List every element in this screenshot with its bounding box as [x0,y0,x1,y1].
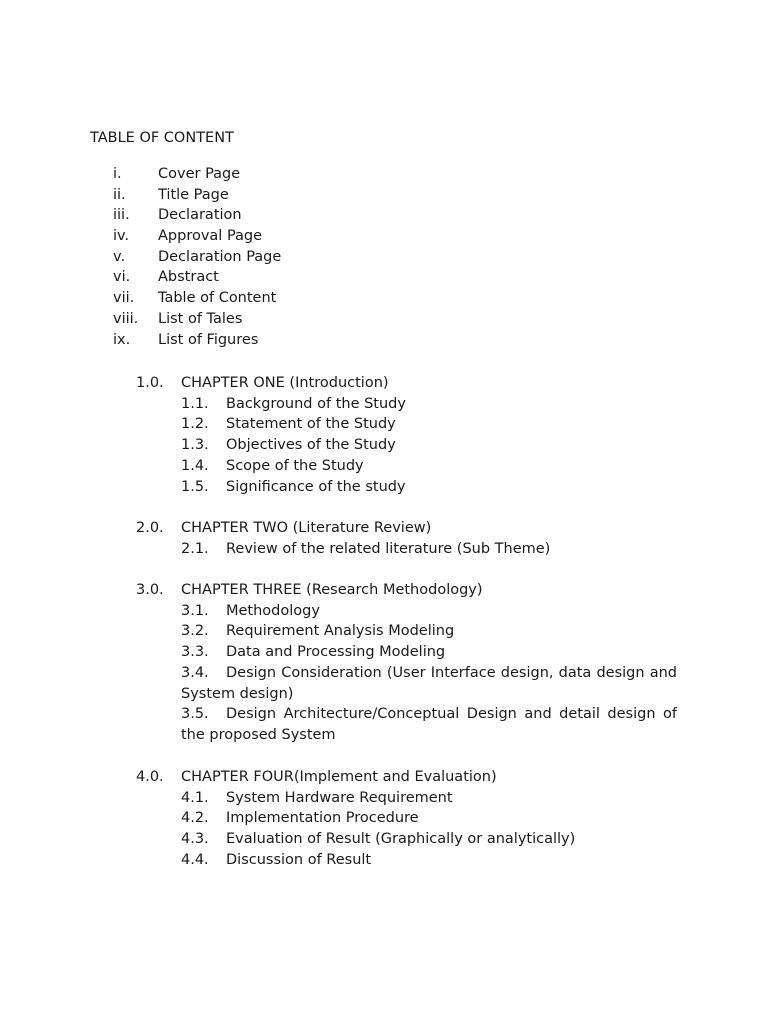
section-label: Background of the Study [226,395,406,412]
section-number: 4.1. [181,789,209,806]
section-label: Implementation Procedure [226,810,419,827]
section-label: Evaluation of Result (Graphically or analytically) [226,831,576,848]
section-number: 1.2. [181,416,209,433]
section-item [181,539,677,560]
section-number: 4.3. [181,831,209,848]
chapter-four-section [136,767,681,871]
section-number: 3.2. [181,623,209,640]
item-number: viii. [113,310,139,327]
section-label: Objectives of the Study [226,437,396,454]
section-number: 4.4. [181,851,209,868]
section-number: 1.3. [181,437,209,454]
section-item [181,663,677,704]
item-label: Table of Content [158,290,277,307]
chapter-heading [136,373,681,394]
section-number: 3.1. [181,602,209,619]
chapter-number: 3.0. [136,582,164,598]
section-number: 4.2. [181,810,209,827]
section-label: Statement of the Study [226,416,396,433]
chapter-three-section [136,580,681,746]
section-label: Review of the related literature (Sub Theme) [226,540,551,557]
section-label: Scope of the Study [226,457,364,474]
section-item [181,829,677,850]
item-label: Title Page [158,186,229,203]
item-label: Declaration Page [158,248,282,265]
chapter-title: CHAPTER TWO (Literature Review) [181,520,432,536]
item-number: v. [113,248,126,265]
section-item [181,642,677,663]
item-number: ix. [113,331,131,348]
section-label: Requirement Analysis Modeling [226,623,455,640]
section-item [181,601,677,622]
item-number: i. [113,166,122,182]
section-label: Discussion of Result [226,851,372,868]
section-item [181,850,677,871]
section-label: System Hardware Requirement [226,789,453,806]
chapter-heading [136,767,681,788]
section-item [181,704,677,745]
item-number: iii. [113,207,130,224]
section-item [181,414,677,435]
section-number: 1.4. [181,457,209,474]
section-label: Data and Processing Modeling [226,644,446,661]
section-item [181,456,677,477]
item-number: ii. [113,186,126,203]
chapter-number: 2.0. [136,520,164,536]
item-label: Declaration [158,207,242,224]
chapter-two-section [136,518,681,559]
page-title: TABLE OF CONTENT [90,130,234,146]
section-number: 1.5. [181,478,209,495]
section-item [181,788,677,809]
section-label: Design Architecture/Conceptual Design and detail design of the proposed System [181,706,677,743]
section-item [181,394,677,415]
section-number: 2.1. [181,540,209,557]
item-number: iv. [113,228,130,245]
section-item [181,435,677,456]
section-item [181,621,677,642]
section-label: Design Consideration (User Interface design, data design and System design) [181,664,677,702]
chapter-title: CHAPTER THREE (Research Methodology) [181,582,483,598]
chapter-heading [136,580,681,601]
section-label: Significance of the study [226,478,406,495]
chapter-title: CHAPTER FOUR(Implement and Evaluation) [181,769,497,785]
chapter-title: CHAPTER ONE (Introduction) [181,375,389,391]
item-number: vii. [113,290,135,307]
item-label: List of Figures [158,331,259,348]
item-label: Abstract [158,269,219,286]
section-number: 3.5. [181,706,209,723]
chapter-heading [136,518,681,539]
section-number: 3.4. [181,664,209,681]
section-number: 3.3. [181,644,209,661]
item-label: Approval Page [158,228,263,245]
section-item [181,808,677,829]
item-number: vi. [113,269,131,286]
item-label: Cover Page [158,166,241,182]
chapter-number: 1.0. [136,375,164,391]
chapter-one-section [136,373,681,497]
item-label: List of Tales [158,310,243,327]
chapter-number: 4.0. [136,769,164,785]
section-item [181,477,677,498]
section-number: 1.1. [181,395,209,412]
section-label: Methodology [226,602,320,619]
